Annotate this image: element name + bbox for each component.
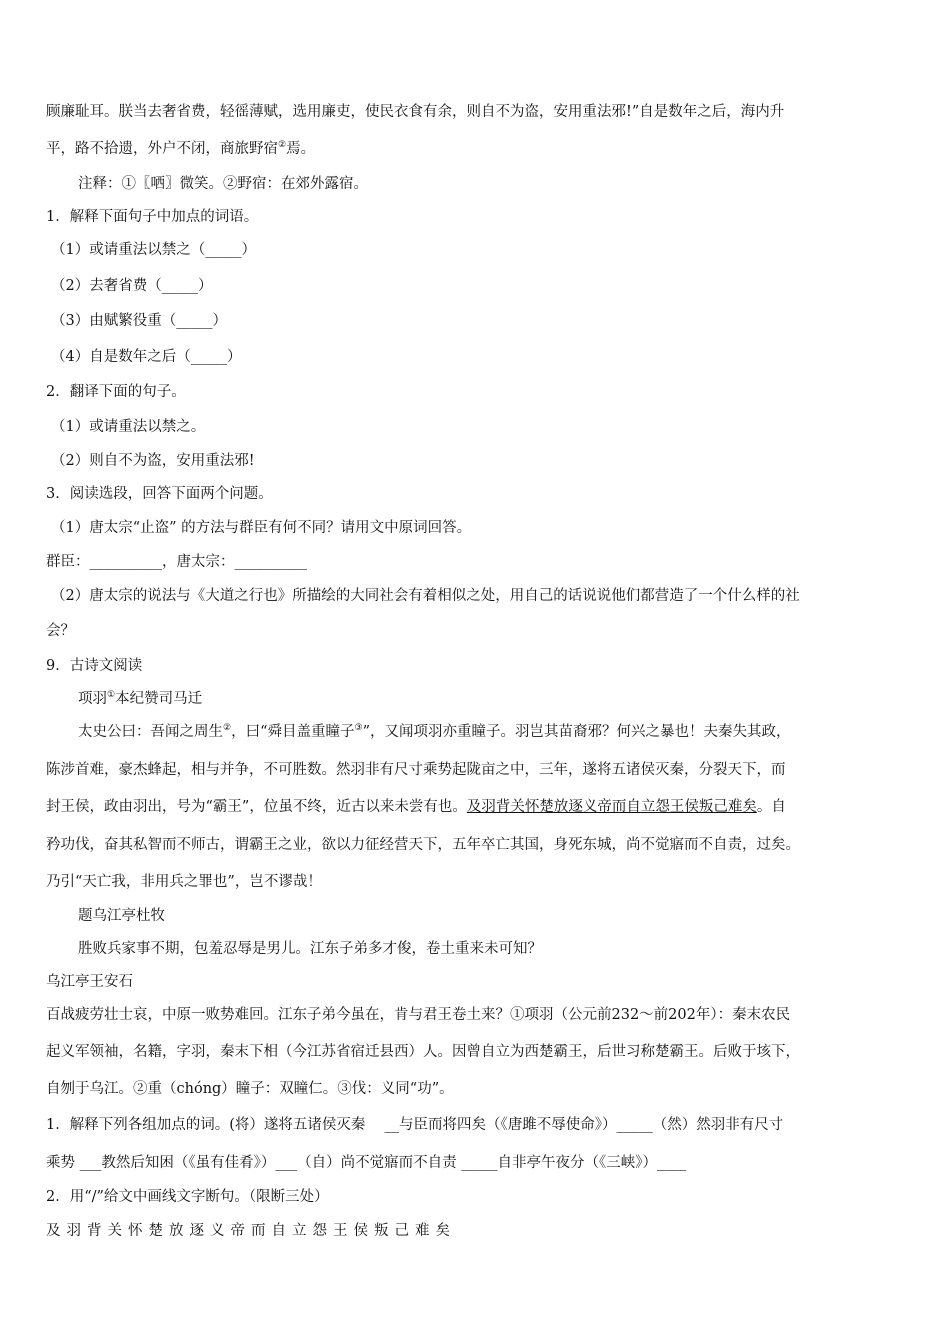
text-title-part: 本纪赞司马迁 [115, 691, 203, 707]
passage-line: 乃引“天亡我，非用兵之罪也”，岂不谬哉！ [46, 874, 322, 890]
underlined-sentence: 及羽背关怀楚放逐义帝而自立怨王侯叛己难矣 [466, 799, 757, 815]
question-item: （1）或请重法以禁之（_____） [51, 242, 256, 258]
question-title: 1．解释下面句子中加点的词语。 [46, 209, 259, 225]
poem-body: 百战疲劳壮士哀，中原一败势难回。江东子弟今虽在，肯与君王卷土来？①项羽（公元前232～前202年）：秦末农民 [46, 1007, 791, 1023]
question-item: 会？ [46, 623, 75, 639]
passage-line: 矜功伐，奋其私智而不师古，谓霸王之业，欲以力征经营天下，五年卒亡其国，身死东城，尚不觉寤而不自责，过矣。 [46, 837, 800, 853]
poem-title: 乌江亭王安石 [46, 974, 133, 990]
passage-text: 焉。 [286, 141, 316, 157]
annotation-note: 注释：①〖哂〗微笑。②野宿：在郊外露宿。 [78, 176, 368, 192]
footnote-mark: ② [278, 140, 287, 151]
question-item: （3）由赋繁役重（_____） [51, 313, 227, 329]
passage-text: 封王侯，政由羽出，号为“霸王”，位虽不终，近古以来未尝有也。 [46, 799, 467, 815]
footnote-text: 自刎于乌江。②重（chóng）瞳子：双瞳仁。③伐：义同“功”。 [46, 1081, 454, 1097]
question-item: （1）或请重法以禁之。 [51, 419, 206, 435]
question-item: （2）唐太宗的说法与《大道之行也》所描绘的大同社会有着相似之处，用自己的话说说他们都营造了一个什么样的社 [51, 588, 800, 604]
text-title [78, 689, 908, 709]
footnote-mark: ② [223, 723, 232, 734]
question-title: 2．翻译下面的句子。 [46, 384, 186, 400]
footnote-mark: ① [107, 690, 116, 701]
footnote-text: 起义军领袖，名籍，字羽，秦末下相（今江苏省宿迁县西）人。因曾自立为西楚霸王，后世习称楚霸王。后败于垓下， [46, 1044, 800, 1060]
passage-line: 顾廉耻耳。朕当去奢省费，轻徭薄赋，选用廉吏，使民衣食有余，则自不为盗，安用重法邪!”自是数年之后，海内升 [46, 104, 785, 120]
poem-body: 胜败兵家事不期，包羞忍辱是男儿。江东子弟多才俊，卷土重来未可知？ [78, 941, 542, 957]
question-item: （2）则自不为盗，安用重法邪! [51, 453, 255, 469]
question-item: （1）唐太宗“止盗” 的方法与群臣有何不同？请用文中原词回答。 [51, 520, 472, 536]
footnote-mark: ③ [354, 723, 363, 734]
passage-line: 陈涉首难，豪杰蜂起，相与并争，不可胜数。然羽非有尺寸乘势起陇亩之中，三年，遂将五诸侯灭秦，分裂天下，而 [46, 762, 786, 778]
question-title: 3．阅读选段，回答下面两个问题。 [46, 486, 273, 502]
passage-line [46, 797, 908, 817]
question-item: 1．解释下列各组加点的词。(将）遂将五诸侯灭秦 __与臣而将四矣（《唐雎不辱使命》）_____（然）然羽非有尺寸 [46, 1117, 784, 1133]
answer-line: 群臣：__________，唐太宗：__________ [46, 554, 307, 570]
question-title: 2．用“/”给文中画线文字断句。（限断三处） [46, 1189, 329, 1205]
passage-text: ，曰“舜目盖重瞳子 [231, 724, 355, 740]
question-item: （2）去奢省费（_____） [51, 278, 213, 294]
passage-text: 平，路不拾遗，外户不闭，商旅野宿 [46, 141, 278, 157]
passage-line [78, 722, 908, 742]
passage-text: 。自 [756, 799, 786, 815]
passage-line [46, 139, 908, 159]
passage-text: 太史公曰：吾闻之周生 [78, 724, 223, 740]
section-title: 9．古诗文阅读 [46, 658, 143, 674]
question-item: 乘势 ___教然后知困（《虽有佳肴》）___（自）尚不觉寤而不自责 _____自非亭午夜分（《三峡》）____ [46, 1155, 686, 1171]
question-item: （4）自是数年之后（_____） [51, 349, 242, 365]
passage-text: ”，又闻项羽亦重瞳子。羽岂其苗裔邪？何兴之暴也！夫秦失其政， [362, 724, 791, 740]
punctuation-text: 及羽背关怀楚放逐义帝而自立怨王侯叛己难矣 [46, 1223, 456, 1239]
text-title-part: 项羽 [78, 691, 107, 707]
poem-title: 题乌江亭杜牧 [78, 908, 165, 924]
